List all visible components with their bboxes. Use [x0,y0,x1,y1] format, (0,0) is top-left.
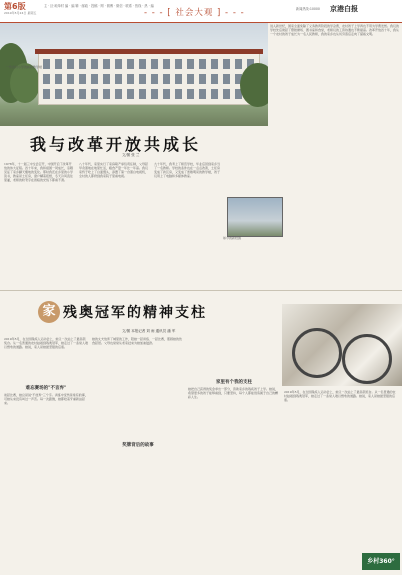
family-badge: 家 [38,301,60,323]
page-number: 第6版 [4,2,26,11]
article1-byline: 文/图 张 兰 [122,153,140,157]
wheelchair-athlete-photo [282,304,402,386]
article2-subhead-1: 难忘赛场的"不言弃" [25,386,67,391]
news-hotline: 新闻热线:10000 [296,7,320,11]
section-title: - - - [ 社会大观 ] - - - [144,8,245,18]
article1-column-1: 1978年，十一届三中全会召开，中国开启了改革开放的伟大征程。四十年来，我和祖国一同成长，亲眼见证了家乡翻天覆地的变化。那时我还在乡里的小学读书，教室是土坯房，窗户糊着报纸，冬天冷风直往里灌，老师的粉笔字在昏暗的光线下都看不清。 [4,162,74,182]
header-nav-strip: 主 · 区·地单村 编 · 编 辑 · 邮政 · 投稿 · 网 · 微博 · 微信 · 联系 · 热线 · 热 · 编 [44,4,154,8]
photo-caption: 一所农村小学的崭新教学楼 [6,65,43,69]
article2-column-1: 2019年5月，在全国残疾人运动会上，她又一次站上了最高领奖台。从一名普通的农村姑娘到残奥冠军，她走过了一条常人难以想象的道路。她说，家人是她最坚强的后盾。 [4,337,88,349]
column-logo: 乡村360° [362,553,400,570]
article1-column-3: 九十年代，我考上了师范学校，毕业后回到家乡当了一名教师。学校的条件也在一点点改善，土坯房变成了砖瓦房，又变成了宽敞明亮的教学楼，孩子们用上了电脑和多媒体教室。 [154,162,221,178]
article1-headline: 我与改革开放共成长 [30,135,202,154]
article2-column-4: 2019年5月，在全国残疾人运动会上，她又一次站上了最高领奖台。从一名普通的农村姑娘到残奥冠军，她走过了一条常人难以想象的道路。她说，家人是她最坚强的后盾。 [284,390,396,402]
publish-date: 2019年5月24日 星期五 [4,11,37,15]
article2-subhead-2: 家里有个我的支柱 [216,380,252,385]
school-building-photo [0,23,268,126]
article2-column-2: 她的丈夫放弃了城里的工作，陪她一起训练、一起比赛，照顾她的饮食起居。父母也常常从老家赶来为她加油鼓劲。 [92,337,183,345]
article-divider [0,290,402,291]
newspaper-brand: 京港白报 [330,5,358,13]
article2-column-1b: 谈起比赛，她总是说"不放弃"三个字。训练中受伤是常有的事，可她从来没有叫过一声苦。每一次跌倒，她都咬着牙重新站起来。 [4,393,88,405]
article1-column-2: 八十年代，家里实行了家庭联产承包责任制，父母起早贪黑地在地里忙活，粮食产量一年比一年高。我们家终于吃上了白面馒头，添置了第一台黑白电视机，全村的人都挤到我家院子里看电视。 [79,162,149,178]
new-campus-inset-photo [227,197,283,237]
page-header [0,0,402,23]
building-illustration [38,53,260,105]
article1-right-column: 进入新世纪，国家全面免除了义务教育阶段的学杂费，农村孩子上学再也不用为学费发愁。我们的学校先后建起了塑胶操场、图书室和食堂，老师们的工资待遇也不断提高。改革开放四十年，我从一个农村的孩子成长为一名人民教师，我的家乡也从贫穷落后走向了富裕文明。 [270,24,400,36]
article2-column-3: 她把自己获得的奖金拿出一部分，资助家乡的残疾孩子上学。她说，希望更多的孩子能够看到，只要坚持，每个人都能创造属于自己的精彩人生。 [188,387,279,399]
article2-subhead-3: 奖牌背后的故事 [122,443,154,448]
article2-byline: 文/图 本报记者 刘 雨 通讯员 潘 军 [122,329,176,333]
inset-photo-caption: 如今的新校园 [223,236,242,240]
article2-headline: 残奥冠军的精神支柱 [63,305,207,321]
